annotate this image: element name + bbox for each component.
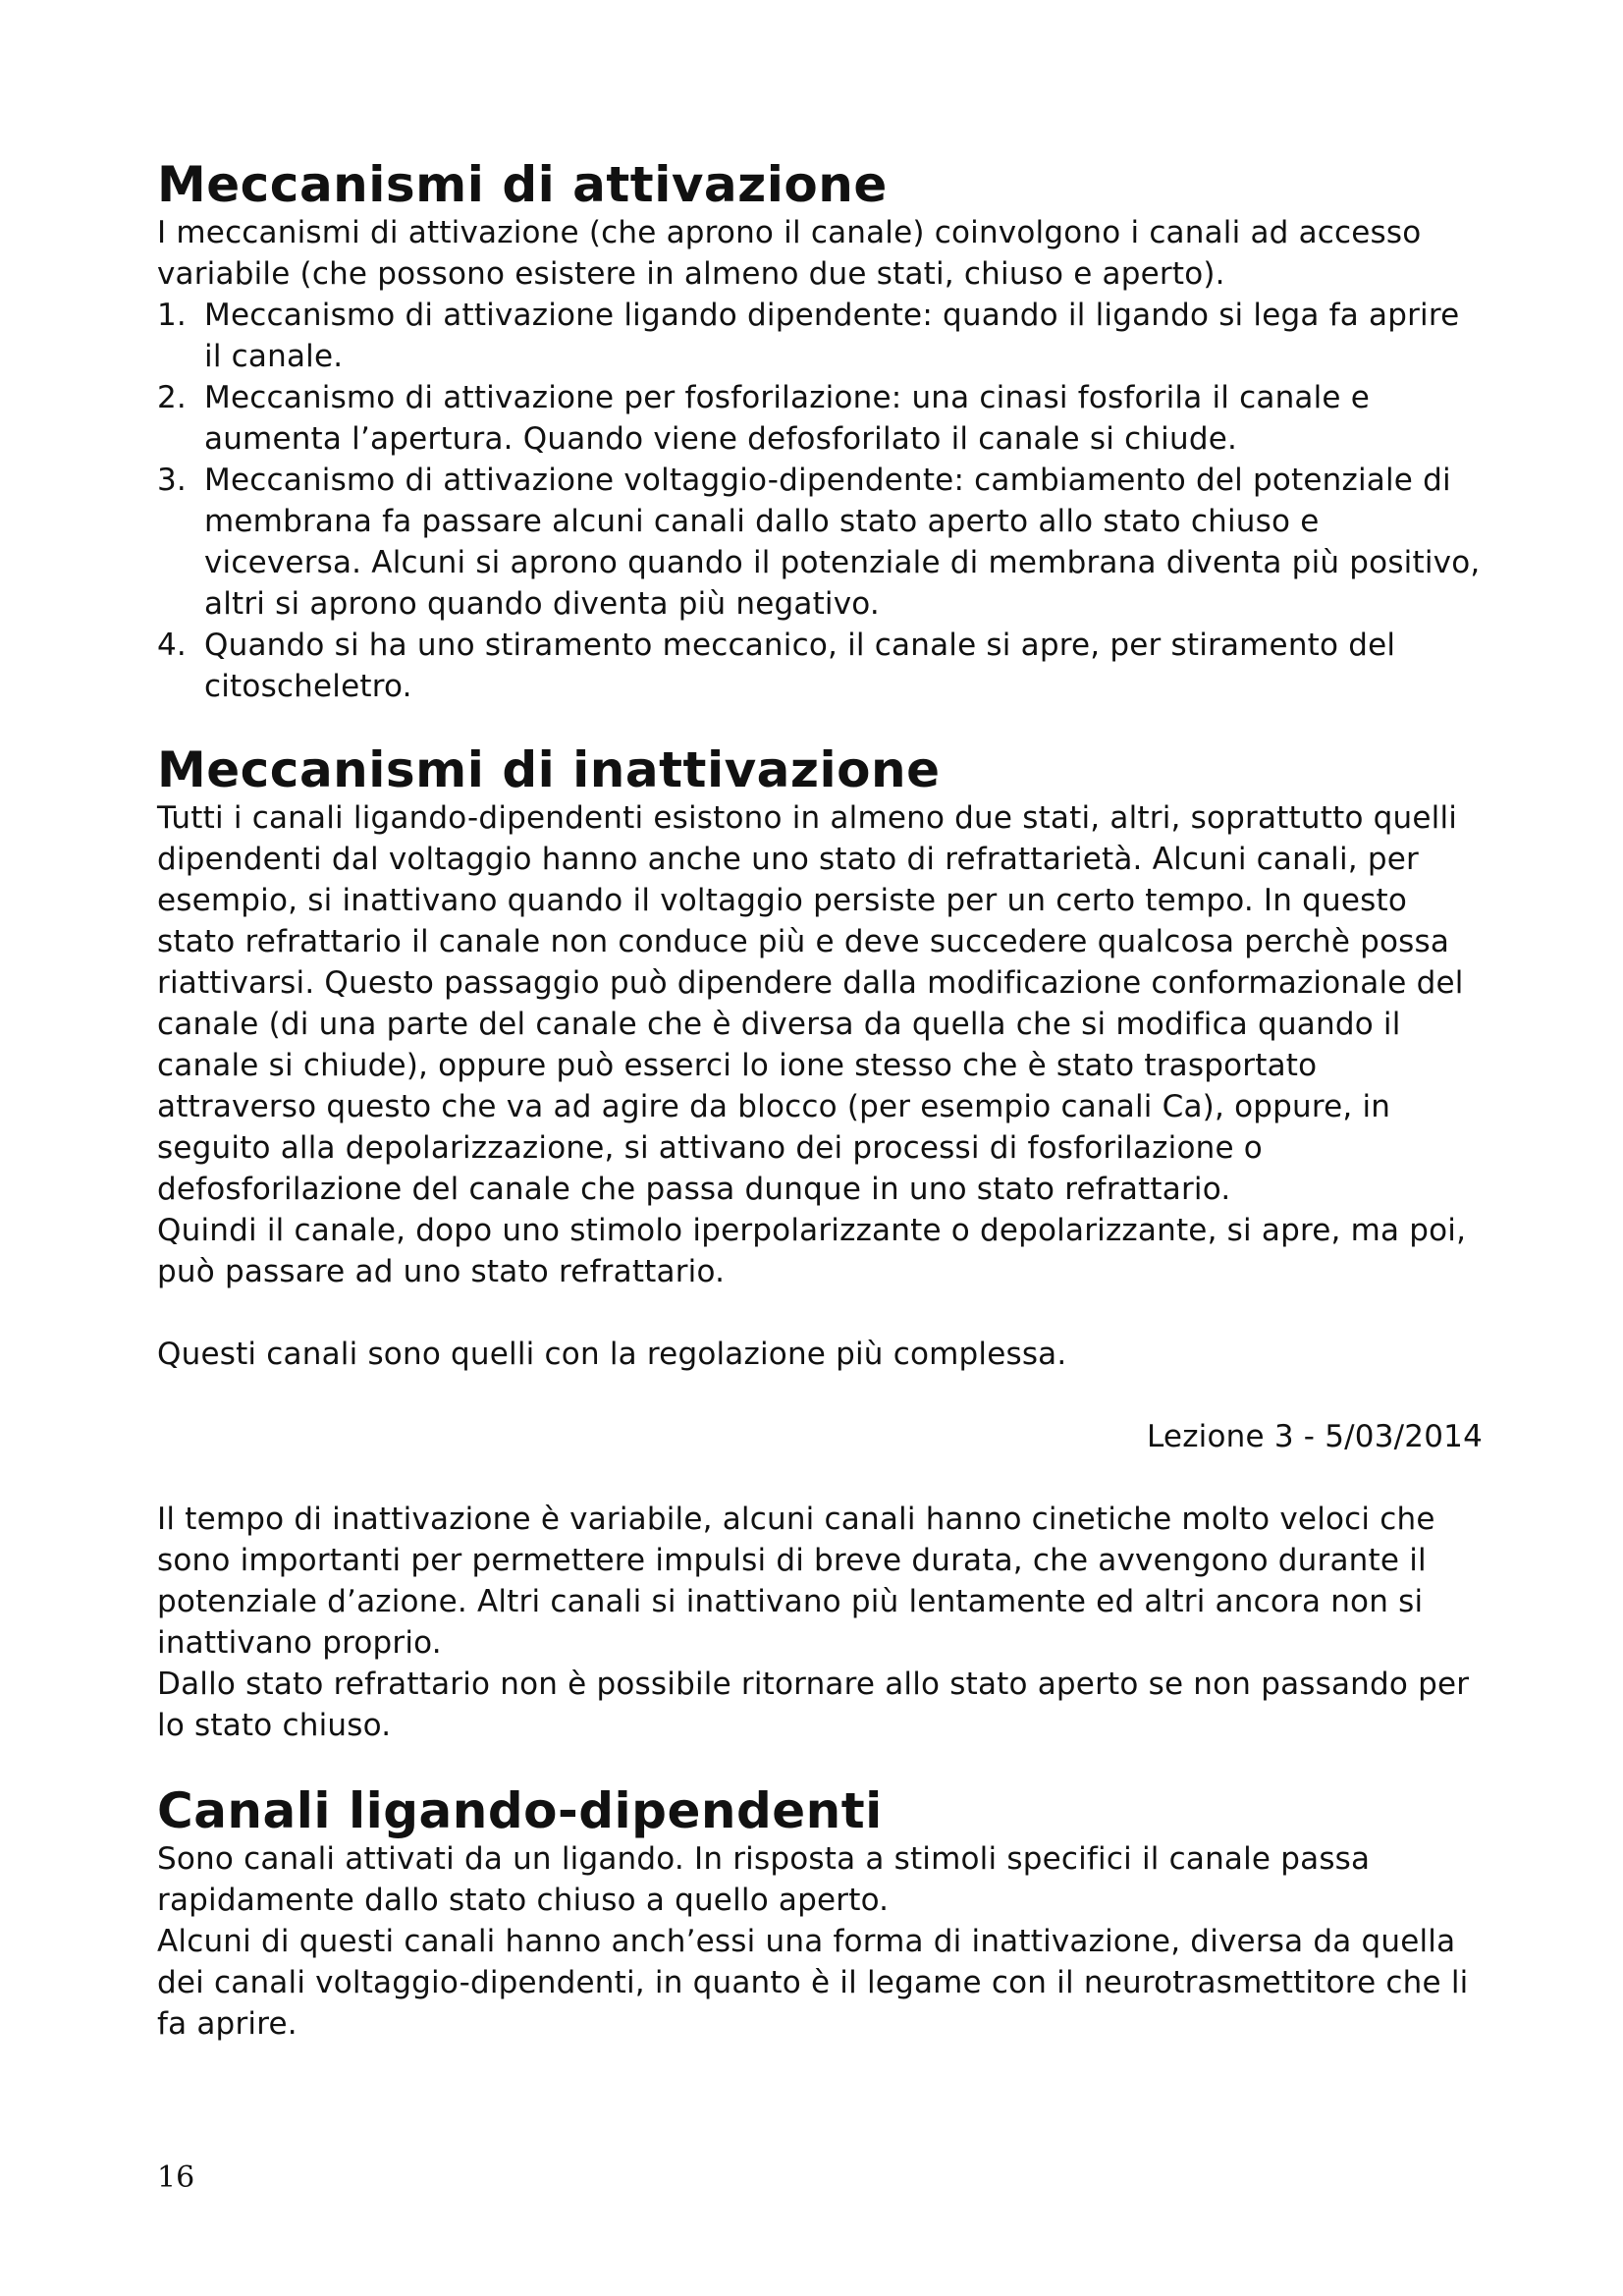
list-item: 2. Meccanismo di attivazione per fosforilazione: una cinasi fosforila il canale e aumenta l’apertura. Quando viene defosforilato il canale si chiude.	[157, 380, 1371, 457]
paragraph: Quindi il canale, dopo uno stimolo iperpolarizzante o depolarizzante, si apre, ma poi, può passare ad uno stato refrattario.	[157, 1213, 1467, 1289]
list-item-text: Meccanismo di attivazione per fosforilazione: una cinasi fosforila il canale e aumenta l’apertura. Quando viene defosforilato il canale si chiude.	[204, 380, 1371, 457]
list-item: 1. Meccanismo di attivazione ligando dipendente: quando il ligando si lega fa aprire il canale.	[157, 298, 1460, 374]
page-content	[157, 0, 1483, 2045]
heading-inattivazione: Meccanismi di inattivazione	[157, 741, 941, 798]
paragraph: Sono canali attivati da un ligando. In risposta a stimoli specifici il canale passa rapidamente dallo stato chiuso a quello aperto.	[157, 1841, 1371, 1918]
lecture-date: Lezione 3 - 5/03/2014	[1147, 1419, 1483, 1454]
paragraph: Dallo stato refrattario non è possibile ritornare allo stato aperto se non passando per lo stato chiuso.	[157, 1667, 1470, 1743]
list-item: 3. Meccanismo di attivazione voltaggio-dipendente: cambiamento del potenziale di membrana fa passare alcuni canali dallo stato aperto allo stato chiuso e viceversa. Alcuni si aprono quando il potenziale di membrana diventa più positivo, altri si aprono quando diventa più negativo.	[157, 463, 1481, 622]
paragraph: Il tempo di inattivazione è variabile, alcuni canali hanno cinetiche molto veloci che sono importanti per permettere impulsi di breve durata, che avvengono durante il potenziale d’azione. Altri canali si inattivano più lentamente ed altri ancora non si inattivano proprio.	[157, 1502, 1435, 1661]
paragraph: Questi canali sono quelli con la regolazione più complessa.	[157, 1337, 1067, 1372]
intro-attivazione: I meccanismi di attivazione (che aprono il canale) coinvolgono i canali ad accesso variabile (che possono esistere in almeno due stati, chiuso e aperto).	[157, 215, 1422, 292]
page-number: 16	[157, 2160, 195, 2195]
paragraph: Tutti i canali ligando-dipendenti esistono in almeno due stati, altri, soprattutto quelli dipendenti dal voltaggio hanno anche uno stato di refrattarietà. Alcuni canali, per esempio, si inattivano quando il voltaggio persiste per un certo tempo. In questo stato refrattario il canale non conduce più e deve succedere qualcosa perchè possa riattivarsi. Questo passaggio può dipendere dalla modificazione conformazionale del canale (di una parte del canale che è diversa da quella che si modifica quando il canale si chiude), oppure può esserci lo ione stesso che è stato trasportato attraverso questo che va ad agire da blocco (per esempio canali Ca), oppure, in seguito alla depolarizzazione, si attivano dei processi di fosforilazione o defosforilazione del canale che passa dunque in uno stato refrattario.	[157, 800, 1464, 1207]
list-item: 4. Quando si ha uno stiramento meccanico, il canale si apre, per stiramento del citoscheletro.	[157, 628, 1396, 704]
list-attivazione	[157, 295, 1483, 707]
heading-attivazione: Meccanismi di attivazione	[157, 156, 888, 213]
list-item-text: Quando si ha uno stiramento meccanico, il canale si apre, per stiramento del citoscheletro.	[204, 628, 1396, 704]
paragraph: Alcuni di questi canali hanno anch’essi una forma di inattivazione, diversa da quella dei canali voltaggio-dipendenti, in quanto è il legame con il neurotrasmettitore che li fa aprire.	[157, 1924, 1469, 2042]
heading-ligando-dipendenti: Canali ligando-dipendenti	[157, 1782, 883, 1839]
list-item-text: Meccanismo di attivazione ligando dipendente: quando il ligando si lega fa aprire il canale.	[204, 298, 1460, 374]
list-item-text: Meccanismo di attivazione voltaggio-dipendente: cambiamento del potenziale di membrana fa passare alcuni canali dallo stato aperto allo stato chiuso e viceversa. Alcuni si aprono quando il potenziale di membrana diventa più positivo, altri si aprono quando diventa più negativo.	[204, 463, 1481, 622]
